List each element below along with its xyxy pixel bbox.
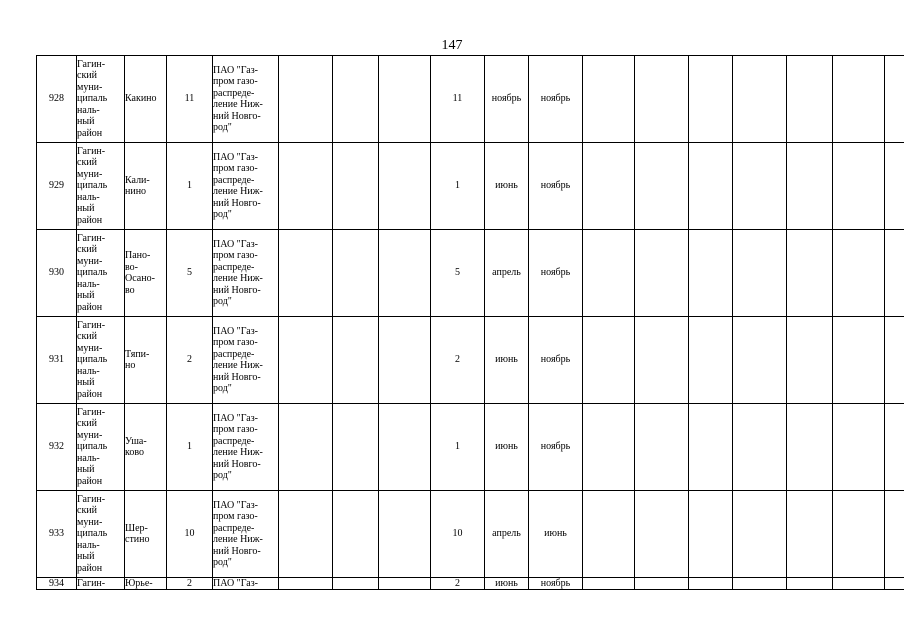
quantity-cell [167, 230, 213, 317]
row-number-cell [37, 56, 77, 143]
settlement-text: Уша- ково [125, 435, 147, 458]
empty-cell [689, 578, 733, 590]
empty-cell [635, 404, 689, 491]
quantity-text: 1 [187, 180, 192, 192]
start-month-text: апрель [492, 267, 521, 279]
end-month-text: ноябрь [540, 354, 571, 366]
row-number-text: 930 [49, 267, 64, 279]
quantity-total-text: 1 [455, 441, 460, 453]
empty-cell [583, 317, 635, 404]
row-number-cell [37, 578, 77, 590]
quantity-cell [167, 56, 213, 143]
table-row [37, 491, 904, 578]
empty-cell [583, 491, 635, 578]
district-text: Гагин- ский муни- ципаль наль- ный район [77, 493, 108, 574]
quantity-total-text: 10 [452, 528, 463, 540]
district-text: Гагин- [77, 578, 106, 589]
start-month-cell [485, 491, 529, 578]
empty-cell [787, 404, 833, 491]
empty-cell [379, 230, 431, 317]
quantity-text: 1 [187, 441, 192, 453]
empty-cell [635, 578, 689, 590]
empty-cell [279, 491, 333, 578]
district-cell [77, 56, 125, 143]
empty-cell [279, 404, 333, 491]
end-month-text: ноябрь [540, 441, 571, 453]
row-number-text: 929 [49, 180, 64, 192]
end-month-cell [529, 143, 583, 230]
table-row [37, 56, 904, 143]
empty-cell [833, 230, 885, 317]
row-number-text: 932 [49, 441, 64, 453]
empty-cell [583, 56, 635, 143]
district-text: Гагин- ский муни- ципаль наль- ный район [77, 232, 108, 313]
quantity-text: 2 [187, 354, 192, 366]
organization-cell [213, 578, 279, 590]
district-cell [77, 317, 125, 404]
empty-cell [885, 230, 904, 317]
empty-cell [885, 404, 904, 491]
empty-cell [333, 404, 379, 491]
district-cell [77, 230, 125, 317]
district-cell [77, 491, 125, 578]
organization-cell [213, 404, 279, 491]
start-month-cell [485, 230, 529, 317]
empty-cell [733, 578, 787, 590]
end-month-text: ноябрь [540, 180, 571, 192]
start-month-text: июнь [495, 578, 518, 589]
row-number-cell [37, 317, 77, 404]
row-number-text: 928 [49, 93, 64, 105]
empty-cell [379, 578, 431, 590]
empty-cell [583, 230, 635, 317]
empty-cell [885, 491, 904, 578]
organization-cell [213, 230, 279, 317]
start-month-cell [485, 317, 529, 404]
empty-cell [885, 578, 904, 590]
end-month-text: ноябрь [540, 578, 571, 589]
organization-cell [213, 317, 279, 404]
settlement-cell [125, 56, 167, 143]
empty-cell [733, 491, 787, 578]
quantity-total-text: 1 [455, 180, 460, 192]
organization-cell [213, 56, 279, 143]
quantity-text: 11 [184, 93, 195, 105]
empty-cell [833, 491, 885, 578]
organization-cell [213, 143, 279, 230]
empty-cell [787, 230, 833, 317]
row-number-text: 934 [49, 578, 64, 589]
empty-cell [689, 56, 733, 143]
quantity-total-text: 11 [452, 93, 463, 105]
quantity-total-cell [431, 317, 485, 404]
empty-cell [279, 56, 333, 143]
district-cell [77, 578, 125, 590]
gasification-table [36, 55, 904, 590]
settlement-cell [125, 404, 167, 491]
empty-cell [787, 56, 833, 143]
empty-cell [333, 578, 379, 590]
end-month-text: ноябрь [540, 267, 571, 279]
empty-cell [279, 578, 333, 590]
table-body [37, 56, 904, 590]
empty-cell [635, 143, 689, 230]
quantity-cell [167, 578, 213, 590]
table-row [37, 230, 904, 317]
empty-cell [279, 317, 333, 404]
empty-cell [787, 578, 833, 590]
empty-cell [379, 491, 431, 578]
district-text: Гагин- ский муни- ципаль наль- ный район [77, 406, 108, 487]
end-month-cell [529, 317, 583, 404]
empty-cell [833, 317, 885, 404]
empty-cell [583, 404, 635, 491]
start-month-cell [485, 56, 529, 143]
settlement-text: Шер- стино [125, 522, 150, 545]
quantity-total-cell [431, 230, 485, 317]
empty-cell [733, 404, 787, 491]
quantity-total-cell [431, 404, 485, 491]
empty-cell [689, 491, 733, 578]
empty-cell [689, 143, 733, 230]
empty-cell [379, 143, 431, 230]
quantity-total-cell [431, 56, 485, 143]
empty-cell [333, 143, 379, 230]
empty-cell [689, 230, 733, 317]
start-month-text: июнь [495, 441, 518, 453]
empty-cell [885, 56, 904, 143]
start-month-cell [485, 578, 529, 590]
district-cell [77, 404, 125, 491]
empty-cell [787, 143, 833, 230]
empty-cell [333, 56, 379, 143]
row-number-cell [37, 491, 77, 578]
page-number: 147 [441, 38, 463, 53]
end-month-cell [529, 491, 583, 578]
row-number-cell [37, 143, 77, 230]
empty-cell [733, 230, 787, 317]
empty-cell [583, 143, 635, 230]
settlement-cell [125, 230, 167, 317]
district-text: Гагин- ский муни- ципаль наль- ный район [77, 145, 108, 226]
settlement-cell [125, 578, 167, 590]
organization-text: ПАО "Газ- пром газо- распреде- ление Ниж- ний Новго- род" [213, 412, 263, 481]
start-month-text: июнь [495, 180, 518, 192]
quantity-total-cell [431, 491, 485, 578]
empty-cell [833, 56, 885, 143]
row-number-cell [37, 230, 77, 317]
organization-text: ПАО "Газ- [213, 578, 258, 589]
empty-cell [833, 143, 885, 230]
quantity-total-text: 2 [455, 354, 460, 366]
empty-cell [733, 317, 787, 404]
empty-cell [733, 56, 787, 143]
settlement-text: Какино [125, 93, 157, 105]
table-row [37, 317, 904, 404]
district-text: Гагин- ский муни- ципаль наль- ный район [77, 319, 108, 400]
quantity-cell [167, 404, 213, 491]
table-row [37, 404, 904, 491]
quantity-cell [167, 491, 213, 578]
empty-cell [833, 578, 885, 590]
empty-cell [333, 491, 379, 578]
empty-cell [635, 56, 689, 143]
start-month-text: апрель [492, 528, 521, 540]
organization-text: ПАО "Газ- пром газо- распреде- ление Ниж- ний Новго- род" [213, 151, 263, 220]
quantity-total-text: 5 [455, 267, 460, 279]
end-month-cell [529, 56, 583, 143]
row-number-text: 933 [49, 528, 64, 540]
organization-text: ПАО "Газ- пром газо- распреде- ление Ниж- ний Новго- род" [213, 64, 263, 133]
quantity-text: 10 [184, 528, 195, 540]
empty-cell [379, 404, 431, 491]
end-month-text: июнь [544, 528, 567, 540]
start-month-cell [485, 143, 529, 230]
end-month-cell [529, 404, 583, 491]
settlement-cell [125, 491, 167, 578]
settlement-cell [125, 143, 167, 230]
empty-cell [689, 317, 733, 404]
empty-cell [833, 404, 885, 491]
empty-cell [885, 317, 904, 404]
table-row [37, 578, 904, 590]
empty-cell [635, 317, 689, 404]
empty-cell [787, 491, 833, 578]
empty-cell [279, 143, 333, 230]
empty-cell [583, 578, 635, 590]
organization-text: ПАО "Газ- пром газо- распреде- ление Ниж- ний Новго- род" [213, 325, 263, 394]
empty-cell [379, 317, 431, 404]
end-month-cell [529, 230, 583, 317]
settlement-text: Юрье- [125, 578, 153, 589]
district-text: Гагин- ский муни- ципаль наль- ный район [77, 58, 108, 139]
quantity-text: 5 [187, 267, 192, 279]
table-row [37, 143, 904, 230]
empty-cell [733, 143, 787, 230]
quantity-cell [167, 143, 213, 230]
empty-cell [885, 143, 904, 230]
quantity-text: 2 [187, 578, 192, 589]
empty-cell [635, 230, 689, 317]
empty-cell [379, 56, 431, 143]
quantity-total-cell [431, 578, 485, 590]
empty-cell [333, 317, 379, 404]
quantity-total-text: 2 [455, 578, 460, 589]
district-cell [77, 143, 125, 230]
settlement-cell [125, 317, 167, 404]
start-month-text: июнь [495, 354, 518, 366]
quantity-total-cell [431, 143, 485, 230]
settlement-text: Пано- во- Осано- во [125, 250, 155, 296]
empty-cell [333, 230, 379, 317]
start-month-text: ноябрь [491, 93, 522, 105]
organization-text: ПАО "Газ- пром газо- распреде- ление Ниж- ний Новго- род" [213, 499, 263, 568]
row-number-text: 931 [49, 354, 64, 366]
empty-cell [635, 491, 689, 578]
end-month-cell [529, 578, 583, 590]
settlement-text: Тяпи- но [125, 348, 150, 371]
empty-cell [279, 230, 333, 317]
organization-text: ПАО "Газ- пром газо- распреде- ление Ниж- ний Новго- род" [213, 238, 263, 307]
quantity-cell [167, 317, 213, 404]
organization-cell [213, 491, 279, 578]
row-number-cell [37, 404, 77, 491]
settlement-text: Кали- нино [125, 174, 150, 197]
start-month-cell [485, 404, 529, 491]
end-month-text: ноябрь [540, 93, 571, 105]
empty-cell [787, 317, 833, 404]
empty-cell [689, 404, 733, 491]
